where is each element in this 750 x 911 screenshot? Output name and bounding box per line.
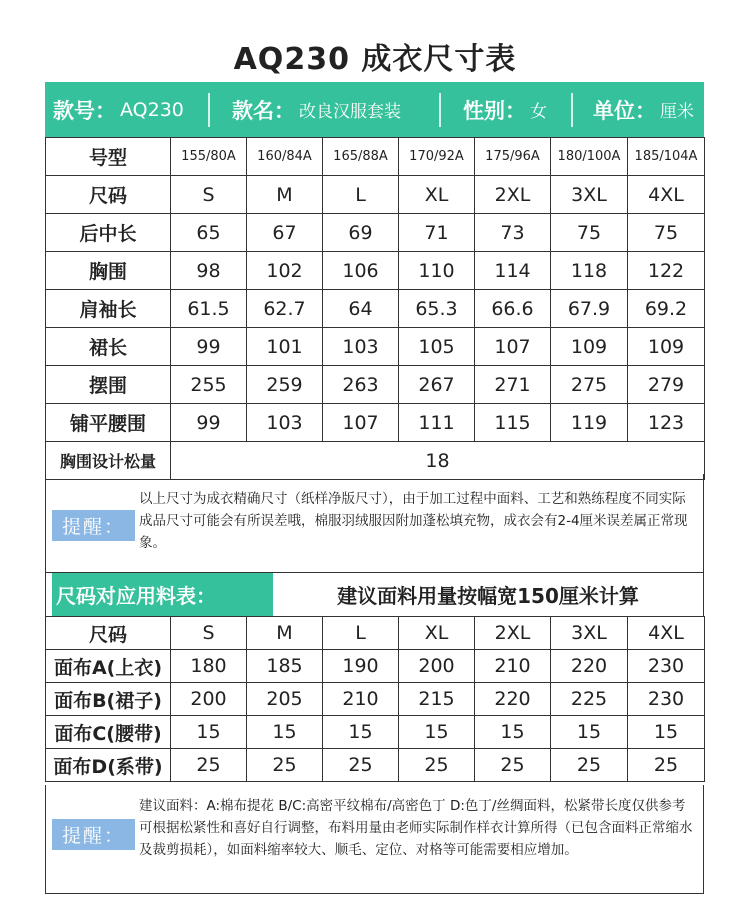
table-cell: 107 bbox=[475, 328, 551, 366]
size-table bbox=[45, 137, 705, 480]
table-cell: 210 bbox=[323, 683, 399, 716]
row-header: 面布D(系带) bbox=[46, 749, 171, 782]
unit bbox=[573, 82, 704, 137]
table-cell: 66.6 bbox=[475, 290, 551, 328]
table-cell: 61.5 bbox=[171, 290, 247, 328]
table-row bbox=[46, 683, 705, 716]
row-header: 尺码 bbox=[46, 617, 171, 650]
fabric-section-heading: 建议面料用量按幅宽150厘米计算 bbox=[337, 584, 639, 608]
table-cell: 69 bbox=[323, 214, 399, 252]
style-name-label: 款名： bbox=[232, 98, 295, 123]
product-info-bar bbox=[45, 82, 704, 137]
table-cell: 259 bbox=[247, 366, 323, 404]
table-cell: 275 bbox=[551, 366, 628, 404]
table-cell: 101 bbox=[247, 328, 323, 366]
table-cell: 215 bbox=[399, 683, 475, 716]
table-cell: 25 bbox=[628, 749, 705, 782]
table-cell: 3XL bbox=[551, 176, 628, 214]
table-cell: 267 bbox=[399, 366, 475, 404]
table-cell: 25 bbox=[399, 749, 475, 782]
table-cell: 230 bbox=[628, 683, 705, 716]
ease-label: 胸围设计松量 bbox=[46, 442, 171, 480]
fabric-table bbox=[45, 616, 705, 782]
row-header: 面布A(上衣) bbox=[46, 650, 171, 683]
gender-value: 女 bbox=[530, 102, 547, 122]
table-cell: 65.3 bbox=[399, 290, 475, 328]
table-cell: 15 bbox=[551, 716, 628, 749]
table-cell: 25 bbox=[551, 749, 628, 782]
table-cell: 75 bbox=[628, 214, 705, 252]
page-title: AQ230 成衣尺寸表 bbox=[233, 42, 517, 77]
table-cell: 73 bbox=[475, 214, 551, 252]
style-number-label: 款号： bbox=[53, 98, 116, 123]
table-row bbox=[46, 328, 705, 366]
row-header: 铺平腰围 bbox=[46, 404, 171, 442]
table-row bbox=[46, 252, 705, 290]
table-cell: 165/88A bbox=[323, 138, 399, 176]
table-cell: L bbox=[323, 617, 399, 650]
reminder-text: 以上尺寸为成衣精确尺寸（纸样净版尺寸），由于加工过程中面料、工艺和熟练程度不同实际成品尺寸可能会有所误差哦，棉服羽绒服因附加蓬松填充物，成衣会有2-4厘米误差属正常现象。 bbox=[139, 491, 688, 551]
table-cell: 25 bbox=[475, 749, 551, 782]
table-cell: 103 bbox=[323, 328, 399, 366]
table-row bbox=[46, 617, 705, 650]
style-name-value: 改良汉服套装 bbox=[299, 102, 401, 122]
table-cell: 230 bbox=[628, 650, 705, 683]
row-header: 面布B(裙子) bbox=[46, 683, 171, 716]
table-cell: 15 bbox=[399, 716, 475, 749]
table-cell: 65 bbox=[171, 214, 247, 252]
table-cell: 255 bbox=[171, 366, 247, 404]
table-cell: 220 bbox=[475, 683, 551, 716]
table-cell: XL bbox=[399, 617, 475, 650]
table-cell: 99 bbox=[171, 328, 247, 366]
table-cell: 15 bbox=[171, 716, 247, 749]
gender bbox=[441, 82, 571, 137]
table-row bbox=[46, 138, 705, 176]
table-cell: S bbox=[171, 176, 247, 214]
table-row bbox=[46, 290, 705, 328]
style-name bbox=[210, 82, 439, 137]
table-row bbox=[46, 366, 705, 404]
table-cell: 279 bbox=[628, 366, 705, 404]
unit-value: 厘米 bbox=[660, 102, 694, 122]
table-cell: 110 bbox=[399, 252, 475, 290]
table-cell: 122 bbox=[628, 252, 705, 290]
row-header: 号型 bbox=[46, 138, 171, 176]
table-cell: 175/96A bbox=[475, 138, 551, 176]
table-cell: 180/100A bbox=[551, 138, 628, 176]
table-cell: 105 bbox=[399, 328, 475, 366]
table-cell: 4XL bbox=[628, 617, 705, 650]
table-cell: 170/92A bbox=[399, 138, 475, 176]
reminder-note bbox=[45, 474, 704, 573]
table-cell: 2XL bbox=[475, 176, 551, 214]
table-cell: 220 bbox=[551, 650, 628, 683]
table-cell: 67 bbox=[247, 214, 323, 252]
table-cell: 75 bbox=[551, 214, 628, 252]
table-cell: L bbox=[323, 176, 399, 214]
table-cell: 15 bbox=[323, 716, 399, 749]
table-cell: 4XL bbox=[628, 176, 705, 214]
table-cell: 106 bbox=[323, 252, 399, 290]
unit-label: 单位： bbox=[593, 98, 656, 123]
table-row bbox=[46, 716, 705, 749]
table-cell: 200 bbox=[399, 650, 475, 683]
table-cell: 2XL bbox=[475, 617, 551, 650]
gender-label: 性别： bbox=[463, 98, 526, 123]
row-header: 后中长 bbox=[46, 214, 171, 252]
table-cell: 109 bbox=[551, 328, 628, 366]
table-cell: 107 bbox=[323, 404, 399, 442]
fabric-note-badge: 提醒： bbox=[52, 819, 135, 850]
table-row bbox=[46, 650, 705, 683]
table-cell: 69.2 bbox=[628, 290, 705, 328]
table-cell: 185/104A bbox=[628, 138, 705, 176]
reminder-badge: 提醒： bbox=[52, 510, 135, 541]
table-cell: 25 bbox=[171, 749, 247, 782]
table-cell: 62.7 bbox=[247, 290, 323, 328]
table-cell: 119 bbox=[551, 404, 628, 442]
table-cell: M bbox=[247, 176, 323, 214]
table-row bbox=[46, 404, 705, 442]
fabric-section-tag: 尺码对应用料表： bbox=[52, 573, 273, 616]
table-cell: 205 bbox=[247, 683, 323, 716]
table-cell: XL bbox=[399, 176, 475, 214]
table-cell: 67.9 bbox=[551, 290, 628, 328]
table-cell: 180 bbox=[171, 650, 247, 683]
table-cell: 99 bbox=[171, 404, 247, 442]
table-row bbox=[46, 749, 705, 782]
table-cell: 185 bbox=[247, 650, 323, 683]
table-cell: 200 bbox=[171, 683, 247, 716]
row-header: 面布C(腰带) bbox=[46, 716, 171, 749]
table-cell: 103 bbox=[247, 404, 323, 442]
table-cell: 15 bbox=[247, 716, 323, 749]
table-cell: M bbox=[247, 617, 323, 650]
row-header: 胸围 bbox=[46, 252, 171, 290]
table-row bbox=[46, 176, 705, 214]
table-cell: 271 bbox=[475, 366, 551, 404]
style-number bbox=[45, 82, 208, 137]
fabric-note bbox=[45, 785, 704, 894]
fabric-section-header bbox=[45, 573, 704, 616]
table-cell: 210 bbox=[475, 650, 551, 683]
fabric-note-text: 建议面料：A:棉布提花 B/C:高密平纹棉布/高密色丁 D:色丁/丝绸面料，松紧带长度仅供参考可根据松紧性和喜好自行调整，布料用量由老师实际制作样衣计算所得（已包含面料正常缩水及裁剪损耗），如面料缩率较大、顺毛、定位、对格等可能需要相应增加。 bbox=[139, 798, 693, 858]
row-header: 尺码 bbox=[46, 176, 171, 214]
table-cell: 25 bbox=[323, 749, 399, 782]
row-header: 裙长 bbox=[46, 328, 171, 366]
table-cell: 111 bbox=[399, 404, 475, 442]
table-row bbox=[46, 214, 705, 252]
table-cell: 114 bbox=[475, 252, 551, 290]
ease-value: 18 bbox=[171, 442, 705, 480]
table-cell: 3XL bbox=[551, 617, 628, 650]
table-cell: S bbox=[171, 617, 247, 650]
table-cell: 109 bbox=[628, 328, 705, 366]
table-cell: 71 bbox=[399, 214, 475, 252]
table-cell: 115 bbox=[475, 404, 551, 442]
table-cell: 155/80A bbox=[171, 138, 247, 176]
table-cell: 118 bbox=[551, 252, 628, 290]
style-number-value: AQ230 bbox=[120, 98, 184, 121]
table-cell: 123 bbox=[628, 404, 705, 442]
table-cell: 15 bbox=[475, 716, 551, 749]
row-header: 肩袖长 bbox=[46, 290, 171, 328]
table-cell: 225 bbox=[551, 683, 628, 716]
table-cell: 160/84A bbox=[247, 138, 323, 176]
table-cell: 102 bbox=[247, 252, 323, 290]
table-cell: 25 bbox=[247, 749, 323, 782]
row-header: 摆围 bbox=[46, 366, 171, 404]
table-cell: 98 bbox=[171, 252, 247, 290]
table-cell: 263 bbox=[323, 366, 399, 404]
table-cell: 15 bbox=[628, 716, 705, 749]
table-cell: 64 bbox=[323, 290, 399, 328]
table-cell: 190 bbox=[323, 650, 399, 683]
